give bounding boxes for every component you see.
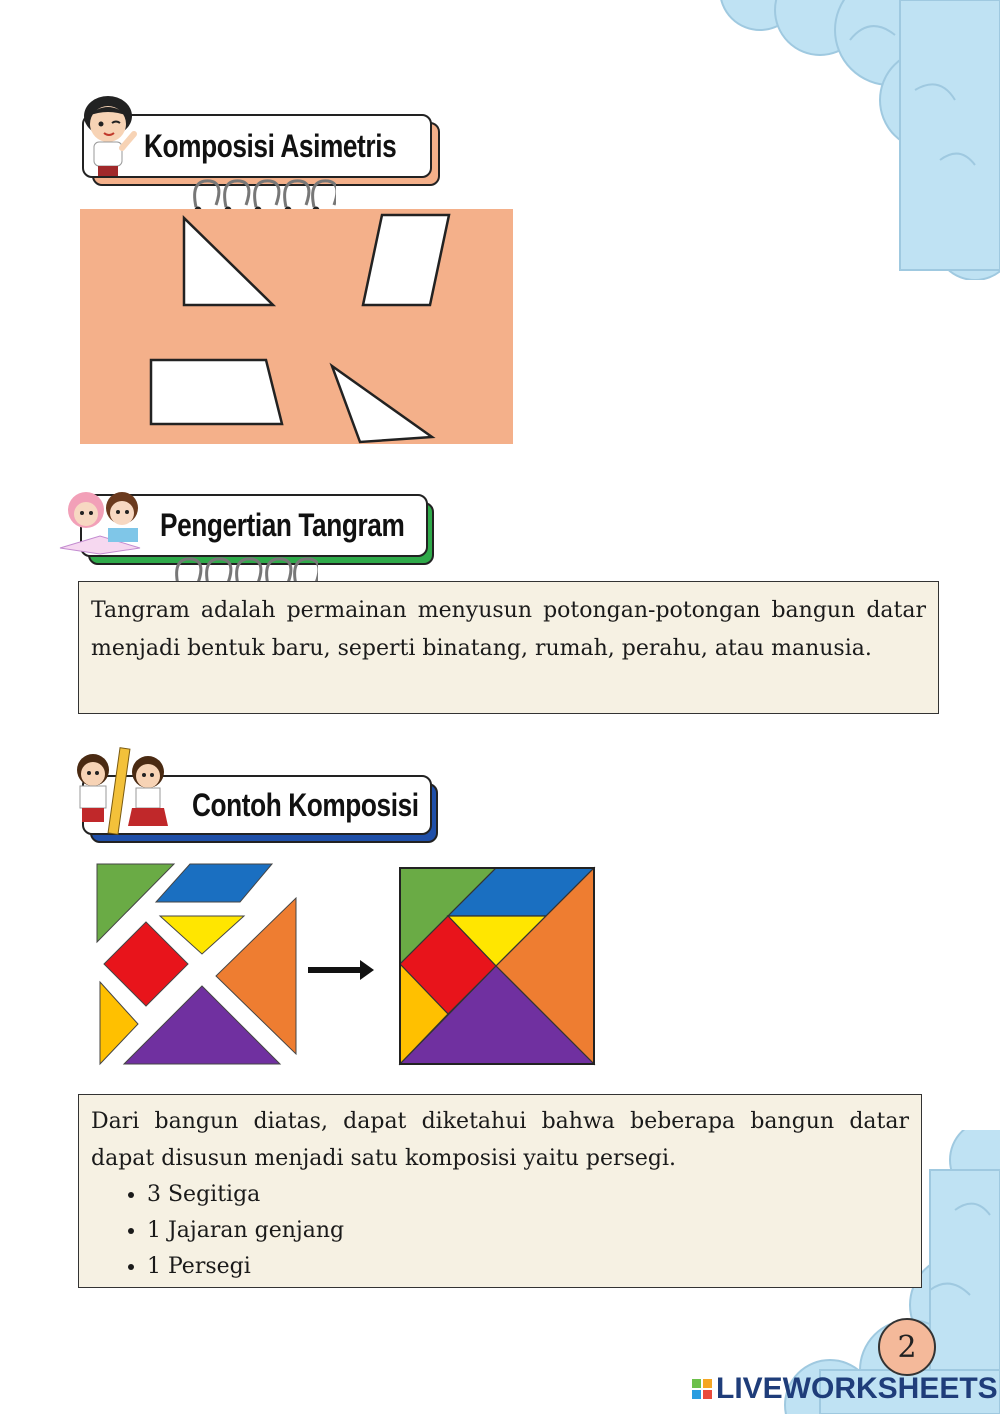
- arrow-right-icon: [306, 958, 376, 982]
- asimetris-title: Komposisi Asimetris: [144, 127, 397, 164]
- kids-pencil-icon: [68, 744, 178, 844]
- top-right-cloud-decoration: [700, 0, 1000, 280]
- tangram-square-image: [398, 866, 598, 1068]
- pengertian-title: Pengertian Tangram: [160, 507, 405, 543]
- tangram-definition-box: [78, 581, 939, 714]
- girls-reading-icon: [58, 486, 154, 556]
- list-item: • 1 Persegi: [147, 1249, 909, 1285]
- composition-explanation-box: [78, 1094, 922, 1288]
- composition-list: [91, 1177, 909, 1285]
- page-number: 2: [878, 1318, 936, 1376]
- composition-explanation-text: Dari bangun diatas, dapat diketahui bahwa beberapa bangun datar dapat disusun menjadi satu komposisi yaitu persegi.: [91, 1109, 909, 1171]
- tangram-pieces-image: [94, 862, 300, 1068]
- green-triangle: [97, 864, 174, 942]
- gold-triangle: [100, 982, 138, 1064]
- contoh-title: Contoh Komposisi: [192, 786, 419, 823]
- brand-text: LIVEWORKSHEETS: [716, 1372, 998, 1405]
- tangram-definition-text: Tangram adalah permainan menyusun potongan-potongan bangun datar menjadi bentuk baru, seperti binatang, rumah, perahu, atau manusia.: [91, 598, 926, 661]
- list-item: • 3 Segitiga: [147, 1177, 909, 1213]
- red-square: [104, 922, 188, 1006]
- liveworksheets-logo-icon: [692, 1379, 712, 1399]
- boy-pointing-icon: [78, 92, 140, 182]
- liveworksheets-watermark: [692, 1372, 998, 1406]
- trapezoid-shape: [151, 360, 282, 424]
- asymmetric-shapes-image: [80, 209, 513, 444]
- list-item: • 1 Jajaran genjang: [147, 1213, 909, 1249]
- blue-parallelogram: [156, 864, 272, 902]
